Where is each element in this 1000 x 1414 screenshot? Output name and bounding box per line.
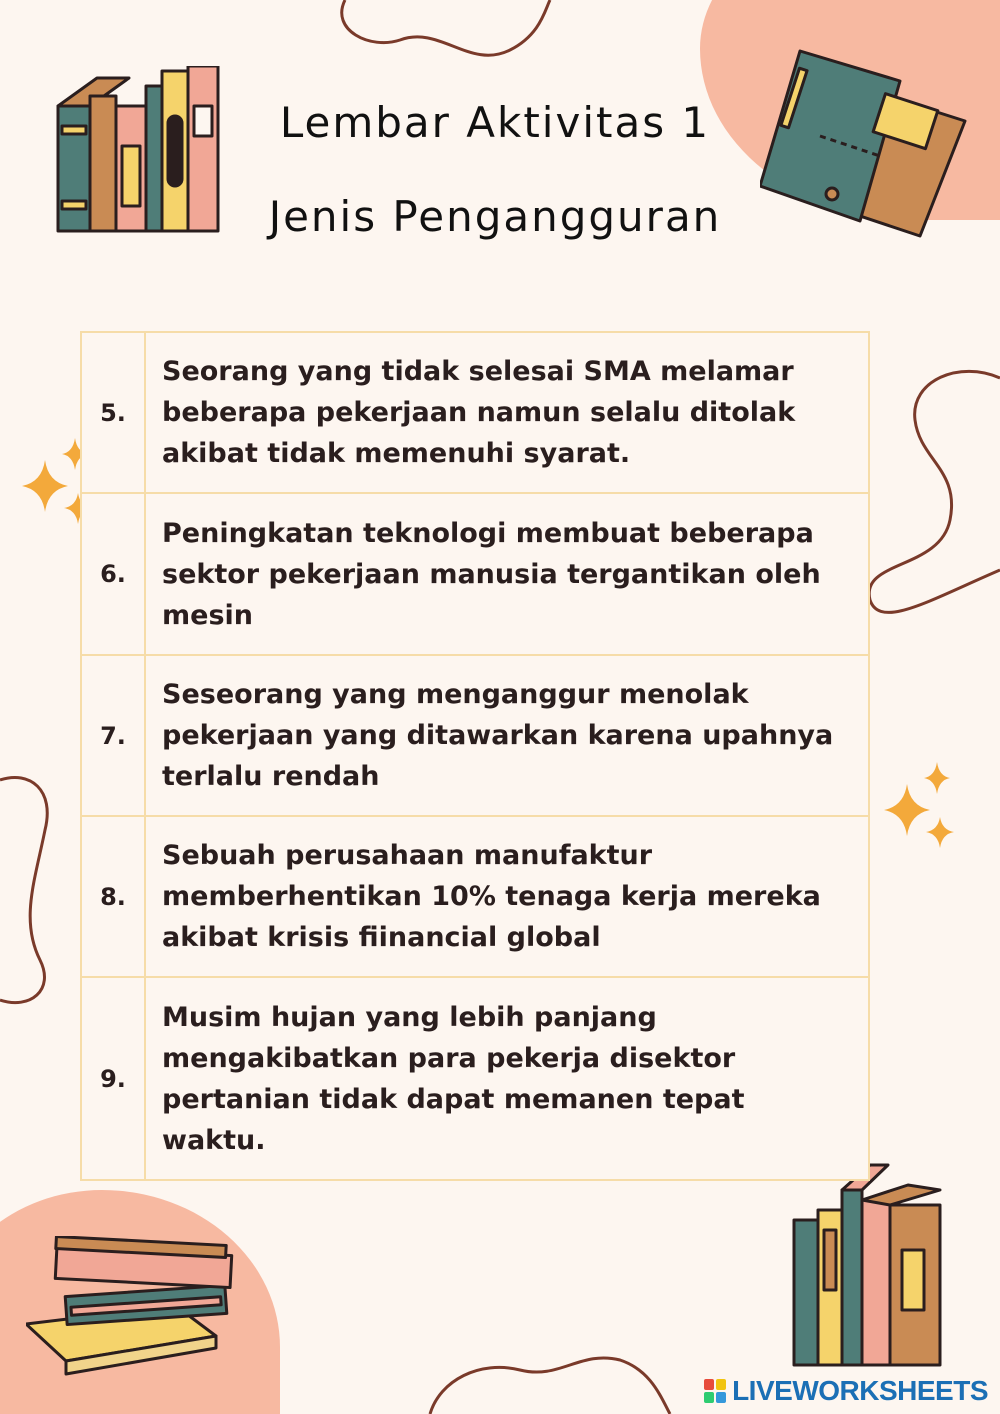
item-number: 7. [81, 655, 145, 816]
item-text: Peningkatan teknologi membuat beberapa sektor pekerjaan manusia tergantikan oleh mesin [145, 493, 869, 655]
table-row [81, 493, 869, 655]
activity-table [80, 331, 870, 1181]
sparkle-icon [882, 762, 962, 852]
table-row [81, 655, 869, 816]
item-number: 5. [81, 332, 145, 493]
page-subtitle: Jenis Pengangguran [268, 192, 722, 241]
liveworksheets-watermark[interactable] [704, 1375, 988, 1407]
item-text: Seorang yang tidak selesai SMA melamar beberapa pekerjaan namun selalu ditolak akibat tidak memenuhi syarat. [145, 332, 869, 493]
page-title: Lembar Aktivitas 1 [279, 98, 711, 147]
item-text: Sebuah perusahaan manufaktur memberhentikan 10% tenaga kerja mereka akibat krisis fiinancial global [145, 816, 869, 977]
notebook-pen-icon [760, 46, 970, 246]
item-text: Seseorang yang menganggur menolak pekerjaan yang ditawarkan karena upahnya terlalu rendah [145, 655, 869, 816]
books-pile-icon [26, 1236, 246, 1376]
table-row [81, 977, 869, 1180]
item-number: 8. [81, 816, 145, 977]
books-upright-icon [790, 1160, 950, 1370]
item-number: 6. [81, 493, 145, 655]
liveworksheets-logo-icon [704, 1379, 726, 1403]
table-row [81, 816, 869, 977]
table-row [81, 332, 869, 493]
item-number: 9. [81, 977, 145, 1180]
brand-name: LIVEWORKSHEETS [732, 1375, 988, 1406]
item-text: Musim hujan yang lebih panjang mengakibatkan para pekerja disektor pertanian tidak dapat memanen tepat waktu. [145, 977, 869, 1180]
